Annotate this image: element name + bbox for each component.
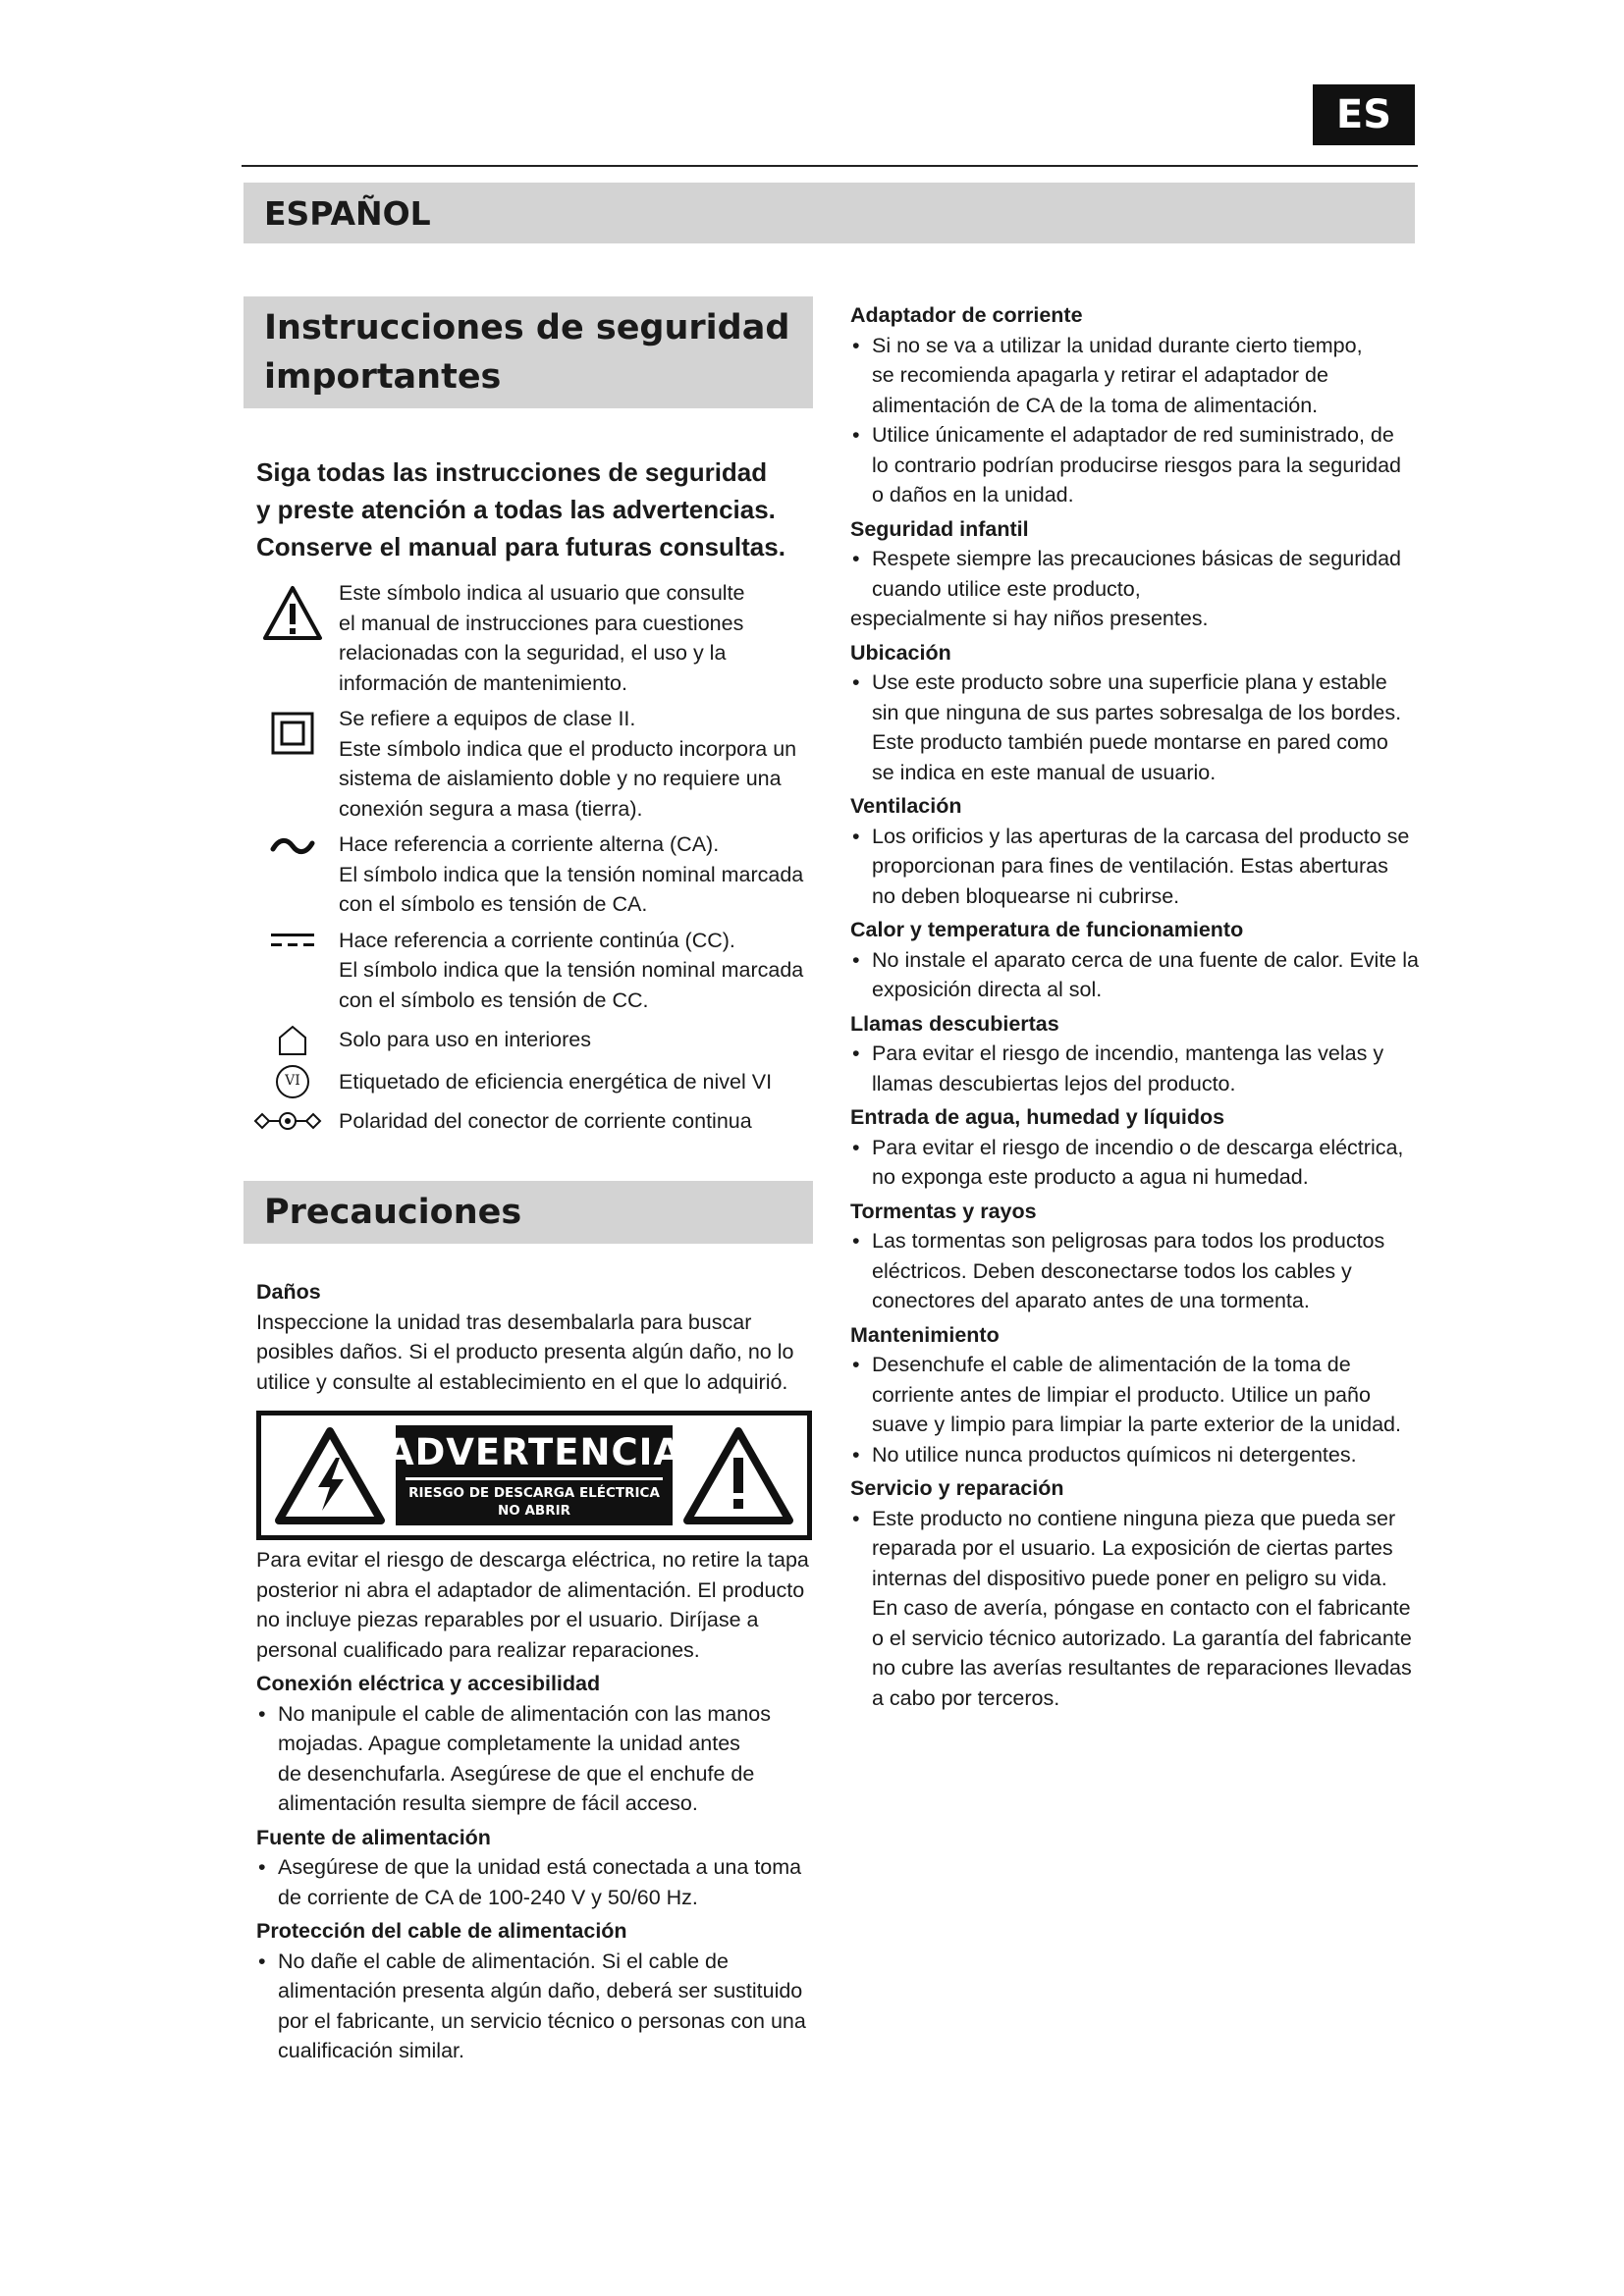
bullet-line: corriente antes de limpiar el producto. Utilice un paño <box>872 1382 1371 1407</box>
bullet-line: • No manipule el cable de alimentación con las manos <box>278 1701 771 1726</box>
damage-text: Inspeccione la unidad tras desembalarla para buscar <box>256 1309 752 1334</box>
damage-heading: Daños <box>256 1280 321 1304</box>
bullet-line: • Use este producto sobre una superficie plana y estable <box>872 670 1387 694</box>
bullet-line: internas del dispositivo puede poner en peligro su vida. <box>872 1566 1387 1590</box>
warning-subtitle: RIESGO DE DESCARGA ELÉCTRICA <box>408 1485 660 1501</box>
bullet-line: por el fabricante, un servicio técnico o personas con una <box>278 2008 806 2033</box>
bullet-line: • Utilice únicamente el adaptador de red suministrado, de <box>872 423 1394 447</box>
bullet-line: lo contrario podrían producirse riesgos para la seguridad <box>872 453 1402 477</box>
symbol-text: conexión segura a masa (tierra). <box>339 796 643 821</box>
section-heading: Mantenimiento <box>850 1322 1000 1347</box>
language-code-badge: ES <box>1313 84 1415 145</box>
bullet-line: • No utilice nunca productos químicos ni detergentes. <box>872 1442 1357 1467</box>
bullet-line: conectores del aparato antes de una tormenta. <box>872 1289 1310 1312</box>
bullet-item <box>850 1504 1420 1714</box>
intro-line: Siga todas las instrucciones de seguridad <box>256 457 768 487</box>
symbol-text: El símbolo indica que la tensión nominal marcada <box>339 862 804 886</box>
warning-title: ADVERTENCIA <box>385 1431 683 1473</box>
symbol-list <box>285 578 820 1137</box>
bullet-item <box>850 420 1420 510</box>
efficiency-vi-glyph: VI <box>276 1065 309 1098</box>
bullet-item <box>256 1947 816 2066</box>
section-heading: Tormentas y rayos <box>850 1199 1037 1223</box>
symbol-text: Este símbolo indica que el producto incorpora un <box>339 736 797 761</box>
warning-explanation: personal cualificado para realizar reparaciones. <box>256 1637 700 1662</box>
bullet-line: alimentación de CA de la toma de alimentación. <box>872 393 1319 417</box>
intro-line: Conserve el manual para futuras consultas. <box>256 532 785 561</box>
symbol-text: Hace referencia a corriente continúa (CC). <box>339 928 735 952</box>
section-heading: Ubicación <box>850 640 951 665</box>
symbol-text: relacionadas con la seguridad, el uso y la <box>339 641 727 665</box>
bullet-line: • Si no se va a utilizar la unidad durante cierto tiempo, <box>872 333 1363 357</box>
symbol-text: sistema de aislamiento doble y no requiere una <box>339 767 782 790</box>
symbol-text: Se refiere a equipos de clase II. <box>339 707 636 730</box>
warning-subtitle: NO ABRIR <box>497 1503 571 1519</box>
bullet-line: cuando utilice este producto, <box>872 576 1141 601</box>
symbol-text: Solo para uso en interiores <box>339 1028 591 1051</box>
section-heading: Calor y temperatura de funcionamiento <box>850 918 1244 941</box>
symbol-row-efficiency <box>285 1067 820 1097</box>
warning-triangle-icon <box>256 584 329 641</box>
safety-title-line1: Instrucciones de seguridad <box>264 308 790 347</box>
ac-icon <box>256 835 329 857</box>
bullet-line: no cubre las averías resultantes de reparaciones llevadas <box>872 1656 1412 1680</box>
bullet-line: • No dañe el cable de alimentación. Si el cable de <box>278 1949 729 1973</box>
bullet-line: de corriente de CA de 100-240 V y 50/60 Hz. <box>278 1885 698 1909</box>
symbol-text: Polaridad del conector de corriente continua <box>339 1109 752 1133</box>
symbol-text: el manual de instrucciones para cuestiones <box>339 611 744 635</box>
bullet-item <box>850 667 1420 787</box>
dc-icon <box>256 932 329 949</box>
warning-label <box>256 1411 812 1540</box>
language-title: ESPAÑOL <box>244 183 1415 243</box>
bullet-line: o daños en la unidad. <box>872 483 1074 507</box>
bullet-line: llamas descubiertas lejos del producto. <box>872 1071 1236 1095</box>
warning-explanation: posterior ni abra el adaptador de alimentación. El producto <box>256 1577 805 1602</box>
section-heading: Entrada de agua, humedad y líquidos <box>850 1105 1225 1129</box>
symbol-row-dc <box>339 926 820 1016</box>
bullet-item <box>850 1039 1420 1098</box>
section-heading: Fuente de alimentación <box>256 1825 491 1849</box>
indoor-house-icon <box>256 1023 329 1056</box>
bullet-line: • Los orificios y las aperturas de la carcasa del producto se <box>872 824 1410 848</box>
section-heading: Seguridad infantil <box>850 516 1029 541</box>
bullet-item <box>850 1350 1420 1440</box>
bullet-item <box>850 1226 1420 1316</box>
symbol-text: Este símbolo indica al usuario que consulte <box>339 581 745 605</box>
bullet-line: • No instale el aparato cerca de una fuente de calor. Evite la <box>872 947 1419 972</box>
section-heading: Protección del cable de alimentación <box>256 1919 627 1943</box>
electric-shock-warning-icon <box>275 1426 385 1524</box>
section-heading: Adaptador de corriente <box>850 303 1083 327</box>
warning-divider <box>406 1477 663 1480</box>
exclamation-warning-icon <box>683 1426 793 1524</box>
bullet-line: se indica en este manual de usuario. <box>872 760 1217 784</box>
dc-polarity-icon <box>246 1110 329 1132</box>
bullet-item <box>850 822 1420 912</box>
symbol-row-ac <box>339 829 820 920</box>
damage-text: utilice y consulte al establecimiento en el que lo adquirió. <box>256 1369 788 1394</box>
bullet-line: o el servicio técnico autorizado. La garantía del fabricante <box>872 1626 1412 1650</box>
bullet-line: eléctricos. Deben desconectarse todos los cables y <box>872 1258 1352 1283</box>
damage-text: posibles daños. Si el producto presenta algún daño, no lo <box>256 1340 794 1363</box>
section-tail-text: especialmente si hay niños presentes. <box>850 607 1209 630</box>
class-ii-icon <box>256 712 329 755</box>
right-column <box>850 300 1420 1713</box>
symbol-row-polarity <box>339 1106 820 1137</box>
warning-explanation: no incluye piezas reparables por el usuario. Diríjase a <box>256 1608 759 1631</box>
bullet-item <box>850 945 1420 1005</box>
symbol-row-warning <box>339 578 820 698</box>
symbol-text: con el símbolo es tensión de CC. <box>339 988 649 1012</box>
bullet-item <box>256 1699 816 1819</box>
precautions-title: Precauciones <box>244 1181 813 1244</box>
bullet-line: alimentación resulta siempre de fácil acceso. <box>278 1791 698 1815</box>
bullet-line: alimentación presenta algún daño, deberá ser sustituido <box>278 1979 803 2002</box>
damage-block <box>256 1277 816 1397</box>
efficiency-vi-icon <box>256 1065 329 1098</box>
safety-intro <box>256 454 816 565</box>
bullet-line: • Para evitar el riesgo de incendio, mantenga las velas y <box>872 1041 1384 1065</box>
bullet-line: de desenchufarla. Asegúrese de que el enchufe de <box>278 1761 755 1786</box>
symbol-text: El símbolo indica que la tensión nominal marcada <box>339 958 804 982</box>
header-rule <box>242 165 1418 167</box>
symbol-text: información de mantenimiento. <box>339 670 627 695</box>
bullet-line: • Las tormentas son peligrosas para todos los productos <box>872 1229 1385 1253</box>
bullet-line: reparada por el usuario. La exposición de ciertas partes <box>872 1536 1393 1560</box>
symbol-text: Etiquetado de eficiencia energética de nivel VI <box>339 1069 773 1094</box>
section-heading: Ventilación <box>850 794 962 818</box>
bullet-line: mojadas. Apague completamente la unidad antes <box>278 1732 740 1755</box>
bullet-item <box>850 544 1420 604</box>
bullet-line: • Este producto no contiene ninguna pieza que pueda ser <box>872 1506 1396 1530</box>
bullet-line: a cabo por terceros. <box>872 1685 1060 1710</box>
bullet-item <box>850 1440 1420 1470</box>
bullet-line: sin que ninguna de sus partes sobresalga de los bordes. <box>872 700 1402 724</box>
bullet-line: no exponga este producto a agua ni humedad. <box>872 1165 1309 1189</box>
intro-line: y preste atención a todas las advertencias. <box>256 495 776 524</box>
bullet-line: Este producto también puede montarse en pared como <box>872 730 1388 754</box>
bullet-line: suave y limpio para limpiar la parte exterior de la unidad. <box>872 1413 1401 1436</box>
bullet-item <box>850 331 1420 421</box>
bullet-item <box>850 1133 1420 1193</box>
bullet-line: proporcionan para fines de ventilación. Estas aberturas <box>872 854 1388 878</box>
bullet-line: cualificación similar. <box>278 2039 464 2062</box>
section-heading: Llamas descubiertas <box>850 1011 1059 1036</box>
symbol-row-indoor <box>339 1025 820 1055</box>
bullet-item <box>256 1852 816 1912</box>
symbol-text: con el símbolo es tensión de CA. <box>339 892 648 916</box>
warning-explanation: Para evitar el riesgo de descarga eléctrica, no retire la tapa <box>256 1548 809 1572</box>
bullet-line: exposición directa al sol. <box>872 978 1103 1001</box>
bullet-line: se recomienda apagarla y retirar el adaptador de <box>872 363 1328 387</box>
section-heading: Conexión eléctrica y accesibilidad <box>256 1672 601 1695</box>
bullet-line: • Asegúrese de que la unidad está conectada a una toma <box>278 1855 802 1879</box>
warning-text-panel <box>385 1425 683 1525</box>
bullet-line: • Para evitar el riesgo de incendio o de descarga eléctrica, <box>872 1135 1404 1159</box>
bullet-line: En caso de avería, póngase en contacto con el fabricante <box>872 1596 1411 1620</box>
symbol-row-class-ii <box>339 704 820 824</box>
safety-title <box>244 296 813 408</box>
section-heading: Servicio y reparación <box>850 1476 1064 1500</box>
bullet-line: • Respete siempre las precauciones básicas de seguridad <box>872 547 1402 570</box>
bullet-line: • Desenchufe el cable de alimentación de la toma de <box>872 1353 1351 1376</box>
safety-title-line2: importantes <box>264 357 502 397</box>
symbol-text: Hace referencia a corriente alterna (CA). <box>339 832 720 856</box>
bullet-line: no deben bloquearse ni cubrirse. <box>872 883 1180 908</box>
left-column-lower <box>256 1545 816 2066</box>
